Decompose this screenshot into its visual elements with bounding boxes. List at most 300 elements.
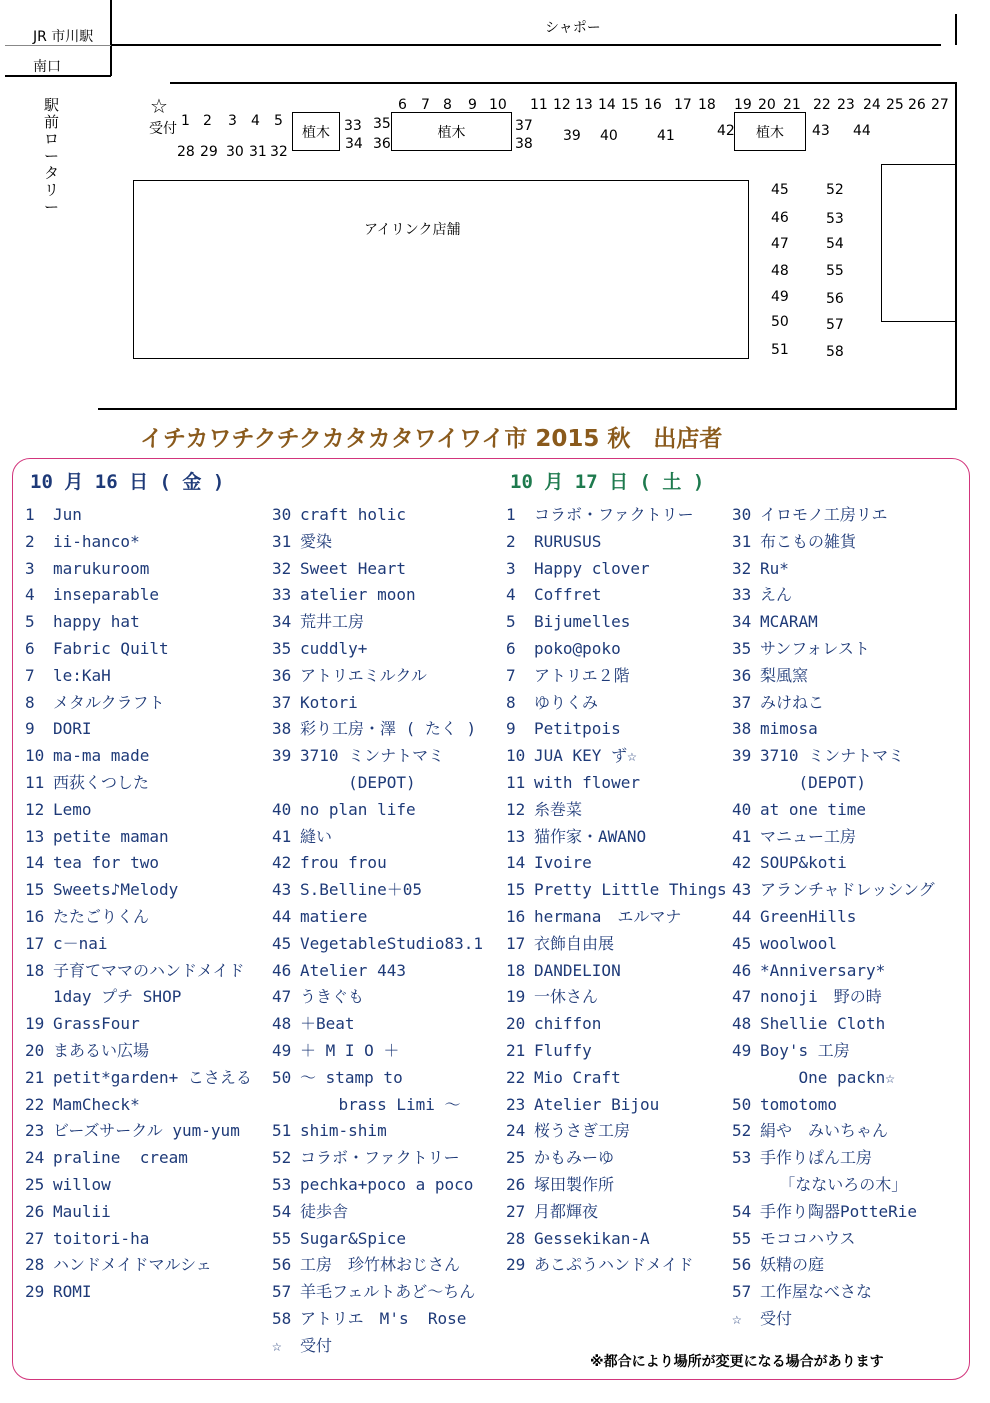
vendor-name: Happy clover: [534, 558, 650, 578]
vendor-row: [272, 1065, 483, 1092]
vendor-row: [25, 931, 252, 958]
vendor-name: (DEPOT): [760, 772, 866, 792]
vendor-number: 34: [272, 612, 292, 632]
vendor-number: 24: [25, 1148, 45, 1168]
vendor-number: 39: [272, 746, 292, 766]
vendor-name: 妖精の庭: [760, 1255, 825, 1275]
vendor-name: tea for two: [53, 853, 159, 873]
vendor-row: [506, 1118, 727, 1145]
vendor-name: atelier moon: [300, 585, 416, 605]
vendor-number: 47: [732, 987, 752, 1007]
stall-27: 27: [931, 97, 949, 113]
vendor-row: [272, 529, 483, 556]
vendor-number: 42: [272, 853, 292, 873]
vendor-row: [272, 1279, 483, 1306]
vendor-number: [732, 1065, 760, 1092]
vendor-row: [732, 1065, 935, 1092]
top-street-label: シャポー: [545, 20, 601, 36]
vendor-row: [272, 958, 483, 985]
vendor-row: [272, 716, 483, 743]
day2-header: 10 月 17 日 ( 土 ): [510, 471, 705, 493]
vendor-name: 月都輝夜: [534, 1201, 599, 1221]
vendor-name: happy hat: [53, 612, 140, 632]
vendor-row: [25, 1226, 252, 1253]
vendor-name: イロモノ工房リエ: [760, 505, 888, 524]
vendor-name: みけねこ: [760, 692, 825, 712]
vendor-name: shim-shim: [300, 1121, 387, 1141]
vendor-row: [25, 690, 252, 717]
vendor-row: [25, 1279, 252, 1306]
vendor-number: 35: [272, 638, 292, 658]
vendor-number: 32: [272, 558, 292, 578]
stall-26: 26: [908, 97, 926, 113]
vendor-number: 37: [732, 692, 752, 712]
vendor-number: 19: [506, 987, 526, 1007]
vendor-name: woolwool: [760, 933, 838, 953]
vendor-name: アトリエミルクル: [300, 665, 427, 685]
vendor-name: Mio Craft: [534, 1067, 621, 1087]
vendor-row: [732, 1011, 935, 1038]
vendor-name: SOUP&koti: [760, 853, 847, 873]
vendor-row: [732, 529, 935, 556]
vendor-number: 41: [272, 826, 292, 846]
vendor-number: 14: [506, 853, 526, 873]
stall-12: 12: [553, 97, 571, 113]
vendor-name: DORI: [53, 719, 92, 739]
vendor-name: 1day プチ SHOP: [53, 987, 182, 1007]
stall-43: 43: [812, 123, 830, 139]
vendor-name: Maulii: [53, 1201, 111, 1221]
vendor-row: [732, 1252, 935, 1279]
vendor-row: [25, 716, 252, 743]
vendor-number: 54: [272, 1201, 292, 1221]
vendor-row: [272, 663, 483, 690]
vendor-name: le:KaH: [53, 665, 111, 685]
stall-50: 50: [771, 314, 789, 330]
vendor-number: 21: [506, 1040, 526, 1060]
vendor-number: 12: [506, 799, 526, 819]
vendor-number: 17: [506, 933, 526, 953]
stall-34: 34: [345, 136, 363, 152]
vendor-row: [732, 1118, 935, 1145]
stall-31: 31: [249, 144, 267, 160]
vendor-number: 44: [732, 906, 752, 926]
vendor-name: 桜うさぎ工房: [534, 1121, 631, 1141]
vendor-number: 13: [506, 826, 526, 846]
vendor-row: [506, 556, 727, 583]
vendor-row: [506, 1011, 727, 1038]
vendor-number: 30: [272, 505, 292, 524]
vendor-name: hermana エルマナ: [534, 906, 682, 926]
vendor-number: 11: [506, 772, 526, 792]
vendor-row: [506, 690, 727, 717]
vendor-name: Sweets♪Melody: [53, 880, 179, 900]
rotary-label: 駅前ロータリー: [44, 96, 60, 216]
vendor-row: [25, 850, 252, 877]
vendor-row: [272, 1092, 483, 1119]
top-street-line: [111, 44, 941, 46]
stall-57: 57: [826, 317, 844, 333]
vendor-row: [506, 743, 727, 770]
vendor-number: 18: [506, 960, 526, 980]
vendor-name: cuddly+: [300, 638, 368, 658]
vendor-name: 糸巻菜: [534, 799, 583, 819]
vendor-number: 50: [272, 1067, 292, 1087]
stall-53: 53: [826, 211, 844, 227]
vendor-name: コラボ・ファクトリー: [534, 505, 694, 524]
tree-box-3: 植木: [734, 112, 806, 151]
vendor-row: [272, 1306, 483, 1333]
vendor-name: One packn☆: [760, 1067, 895, 1087]
vendor-row: [25, 1092, 252, 1119]
vendor-name: GreenHills: [760, 906, 857, 926]
vendor-row: [732, 797, 935, 824]
vendor-number: 28: [506, 1228, 526, 1248]
vendor-number: 54: [732, 1201, 752, 1221]
vendor-row: [272, 824, 483, 851]
vendor-row: [25, 1065, 252, 1092]
vendor-name: 一休さん: [534, 987, 599, 1007]
vendor-row: [506, 770, 727, 797]
vendor-number: 20: [25, 1040, 45, 1060]
vendor-row: [272, 1038, 483, 1065]
vendor-number: 35: [732, 638, 752, 658]
vendor-row: [25, 502, 252, 529]
vendor-name: あこぷうハンドメイド: [534, 1255, 694, 1275]
vendor-name: no plan life: [300, 799, 416, 819]
vendor-name: mimosa: [760, 719, 818, 739]
vendor-name: pechka+poco a poco: [300, 1174, 474, 1194]
vendor-row: [25, 1038, 252, 1065]
stall-11: 11: [530, 97, 548, 113]
vendor-name: Coffret: [534, 585, 602, 605]
stall-25: 25: [886, 97, 904, 113]
vendor-number: 56: [272, 1255, 292, 1275]
stall-10: 10: [489, 97, 507, 113]
vendor-number: 53: [732, 1148, 752, 1168]
vendor-row: [25, 556, 252, 583]
vendor-number: 38: [272, 719, 292, 739]
vendor-number: 30: [732, 505, 752, 524]
vendor-name: Atelier Bijou: [534, 1094, 660, 1114]
vendor-name: メタルクラフト: [53, 692, 165, 712]
vendor-number: 58: [272, 1308, 292, 1328]
stall-47: 47: [771, 236, 789, 252]
vendor-row: [272, 1172, 483, 1199]
vendor-row: [25, 636, 252, 663]
vendor-row: [732, 1092, 935, 1119]
vendor-name: ii-hanco*: [53, 531, 140, 551]
stall-54: 54: [826, 236, 844, 252]
vendor-name: petite maman: [53, 826, 169, 846]
vendor-row: [506, 1065, 727, 1092]
vendor-name: 手作り陶器PotteRie: [760, 1201, 918, 1221]
stall-24: 24: [863, 97, 881, 113]
vendor-row: [25, 609, 252, 636]
vendor-row: [272, 1226, 483, 1253]
vendor-row: [272, 502, 483, 529]
vendor-row: [732, 1306, 935, 1333]
vendor-number: 12: [25, 799, 45, 819]
vendor-name: at one time: [760, 799, 866, 819]
vendor-row: [732, 636, 935, 663]
vendor-name: 彩り工房・澤 ( たく ): [300, 719, 477, 739]
vendor-name: S.Belline＋05: [300, 880, 422, 900]
vendor-number: 26: [25, 1201, 45, 1221]
stall-14: 14: [598, 97, 616, 113]
stall-7: 7: [421, 97, 430, 113]
vendor-number: 25: [25, 1174, 45, 1194]
vendor-number: 22: [25, 1094, 45, 1114]
vendor-number: 1: [506, 505, 516, 524]
tree-box-1: 植木: [292, 112, 340, 151]
vendor-row: [506, 663, 727, 690]
vendor-number: 56: [732, 1255, 752, 1275]
vendor-row: [732, 1145, 935, 1172]
vendor-row: [25, 984, 252, 1011]
vendor-row: [732, 958, 935, 985]
vendor-name: 猫作家・AWANO: [534, 826, 647, 846]
vendor-row: [732, 663, 935, 690]
vendor-name: 塚田製作所: [534, 1174, 615, 1194]
stall-58: 58: [826, 344, 844, 360]
vendor-name: ゆりくみ: [534, 692, 599, 712]
reception-star-icon: ☆: [150, 94, 168, 118]
vendor-name: サンフォレスト: [760, 638, 870, 658]
stall-37: 37: [515, 118, 533, 134]
vendor-number: 7: [506, 665, 516, 685]
vendor-name: willow: [53, 1174, 111, 1194]
stall-13: 13: [575, 97, 593, 113]
vendor-number: 1: [25, 505, 35, 524]
vendor-number: 23: [25, 1121, 45, 1141]
vendor-row: [272, 850, 483, 877]
vendor-name: DANDELION: [534, 960, 621, 980]
stall-52: 52: [826, 182, 844, 198]
stall-28: 28: [177, 144, 195, 160]
vendor-number: 9: [506, 719, 516, 739]
vendor-name: えん: [760, 585, 793, 605]
vendor-number: 55: [272, 1228, 292, 1248]
vendor-number: 3: [506, 558, 516, 578]
vendor-number: 48: [272, 1014, 292, 1034]
vendor-name: ビーズサークル yum-yum: [53, 1121, 240, 1141]
vendor-name: VegetableStudio83.1: [300, 933, 484, 953]
vendor-name: c－nai: [53, 933, 108, 953]
south-exit-label: 南口: [33, 59, 61, 75]
stall-1: 1: [181, 113, 190, 129]
vendor-row: [506, 1252, 727, 1279]
vendor-name: 西荻くつした: [53, 772, 150, 792]
vendor-number: 31: [732, 531, 752, 551]
vendor-row: [25, 529, 252, 556]
vendor-number: 5: [25, 612, 35, 632]
vendor-row: [732, 743, 935, 770]
vendor-number: 2: [506, 531, 516, 551]
stall-17: 17: [674, 97, 692, 113]
stall-20: 20: [758, 97, 776, 113]
vendor-name: poko@poko: [534, 638, 621, 658]
vendor-number: ☆: [732, 1308, 742, 1328]
vendor-number: ☆: [272, 1335, 282, 1355]
vendor-name: まあるい広場: [53, 1040, 150, 1060]
vendor-number: [732, 1172, 760, 1199]
vendor-name: Kotori: [300, 692, 358, 712]
stall-39: 39: [563, 128, 581, 144]
stall-21: 21: [783, 97, 801, 113]
vendor-number: 39: [732, 746, 752, 766]
vendor-number: 57: [732, 1282, 752, 1302]
vendor-name: アランチャドレッシング: [760, 880, 935, 900]
vendor-row: [506, 636, 727, 663]
vendor-row: [732, 931, 935, 958]
vendor-row: [25, 1145, 252, 1172]
vendor-name: ～ stamp to: [300, 1067, 403, 1087]
stall-44: 44: [853, 123, 871, 139]
vendor-name: 「なないろの木」: [760, 1174, 908, 1194]
vendor-name: 愛染: [300, 531, 333, 551]
vendor-name: ma-ma made: [53, 746, 150, 766]
vendor-row: [732, 1038, 935, 1065]
vendor-name: Ivoire: [534, 853, 592, 873]
vendor-number: 3: [25, 558, 35, 578]
vendor-row: [506, 716, 727, 743]
vendor-name: うきぐも: [300, 987, 365, 1007]
vendor-name: petit*garden+ こさえる: [53, 1067, 252, 1087]
vendor-number: 13: [25, 826, 45, 846]
stall-29: 29: [200, 144, 218, 160]
vendor-number: 41: [732, 826, 752, 846]
vendor-name: 羊毛フェルトあど～ちん: [300, 1282, 476, 1302]
vendor-number: 24: [506, 1121, 526, 1141]
vendor-number: 29: [506, 1255, 526, 1275]
stall-56: 56: [826, 291, 844, 307]
vendor-number: 50: [732, 1094, 752, 1114]
vendor-number: 51: [272, 1121, 292, 1141]
iring-building: [133, 180, 749, 359]
stall-9: 9: [468, 97, 477, 113]
vendor-number: 52: [272, 1148, 292, 1168]
vendor-row: [506, 824, 727, 851]
vendor-row: [25, 1011, 252, 1038]
vendor-row: [732, 850, 935, 877]
vendor-number: 42: [732, 853, 752, 873]
vendor-row: [506, 1172, 727, 1199]
vendor-name: MamCheck*: [53, 1094, 140, 1114]
vendor-number: [25, 984, 53, 1011]
vendor-name: コラボ・ファクトリー: [300, 1148, 460, 1168]
vendor-number: 36: [732, 665, 752, 685]
vendor-name: Shellie Cloth: [760, 1014, 886, 1034]
day1-column-2: [272, 502, 483, 1360]
stall-35: 35: [373, 116, 391, 132]
vendor-number: 15: [506, 880, 526, 900]
vendor-row: [272, 690, 483, 717]
vendor-number: 17: [25, 933, 45, 953]
vendor-row: [732, 1199, 935, 1226]
vendor-number: 43: [272, 880, 292, 900]
vendor-row: [272, 609, 483, 636]
vendor-row: [732, 824, 935, 851]
stall-3: 3: [228, 113, 237, 129]
stall-22: 22: [813, 97, 831, 113]
stall-30: 30: [226, 144, 244, 160]
vendor-name: 絹や みいちゃん: [760, 1121, 889, 1141]
vendor-row: [506, 1199, 727, 1226]
vendor-number: 16: [25, 906, 45, 926]
vendor-row: [272, 797, 483, 824]
vendor-row: [732, 582, 935, 609]
stall-46: 46: [771, 210, 789, 226]
vendor-name: ROMI: [53, 1282, 92, 1302]
vendor-row: [506, 502, 727, 529]
vendor-name: nonoji 野の時: [760, 987, 882, 1007]
vendor-row: [506, 850, 727, 877]
vendor-name: frou frou: [300, 853, 387, 873]
vendor-name: Lemo: [53, 799, 92, 819]
vendor-row: [25, 582, 252, 609]
vendor-number: 26: [506, 1174, 526, 1194]
stall-42: 42: [717, 123, 735, 139]
vendor-number: 34: [732, 612, 752, 632]
vendor-name: ＋Beat: [300, 1014, 355, 1034]
vendor-row: [732, 984, 935, 1011]
vendor-row: [272, 743, 483, 770]
vendor-name: 荒井工房: [300, 612, 365, 632]
vendor-row: [272, 770, 483, 797]
vendor-row: [506, 1145, 727, 1172]
building-label: アイリンク店舗: [364, 222, 461, 238]
vendor-number: 53: [272, 1174, 292, 1194]
vendor-row: [732, 609, 935, 636]
vendor-name: with flower: [534, 772, 640, 792]
vendor-row: [506, 877, 727, 904]
vendor-name: モココハウス: [760, 1228, 856, 1248]
vendor-number: 33: [272, 585, 292, 605]
vendor-row: [25, 958, 252, 985]
vendor-row: [25, 1252, 252, 1279]
vendor-name: RURUSUS: [534, 531, 602, 551]
vendor-row: [25, 743, 252, 770]
vendor-row: [506, 904, 727, 931]
stall-41: 41: [657, 128, 675, 144]
vendor-number: 29: [25, 1282, 45, 1302]
stall-32: 32: [270, 144, 288, 160]
vendor-row: [25, 1199, 252, 1226]
vendor-name: Sweet Heart: [300, 558, 406, 578]
stall-51: 51: [771, 342, 789, 358]
right-side-box: [881, 164, 957, 322]
vendor-number: 5: [506, 612, 516, 632]
vendor-name: Fluffy: [534, 1040, 592, 1060]
stall-23: 23: [837, 97, 855, 113]
vendor-number: 48: [732, 1014, 752, 1034]
vendor-number: 36: [272, 665, 292, 685]
vendor-row: [272, 1011, 483, 1038]
vendor-name: 3710 ミンナトマミ: [760, 746, 905, 766]
vendor-name: アトリエ M's Rose: [300, 1308, 467, 1328]
vendor-row: [272, 931, 483, 958]
vendor-number: 45: [732, 933, 752, 953]
stall-49: 49: [771, 289, 789, 305]
vendor-row: [25, 824, 252, 851]
vendor-number: 46: [272, 960, 292, 980]
vendor-row: [25, 770, 252, 797]
vendor-number: 11: [25, 772, 45, 792]
stall-16: 16: [644, 97, 662, 113]
vendor-number: 9: [25, 719, 35, 739]
vendor-number: [272, 770, 300, 797]
